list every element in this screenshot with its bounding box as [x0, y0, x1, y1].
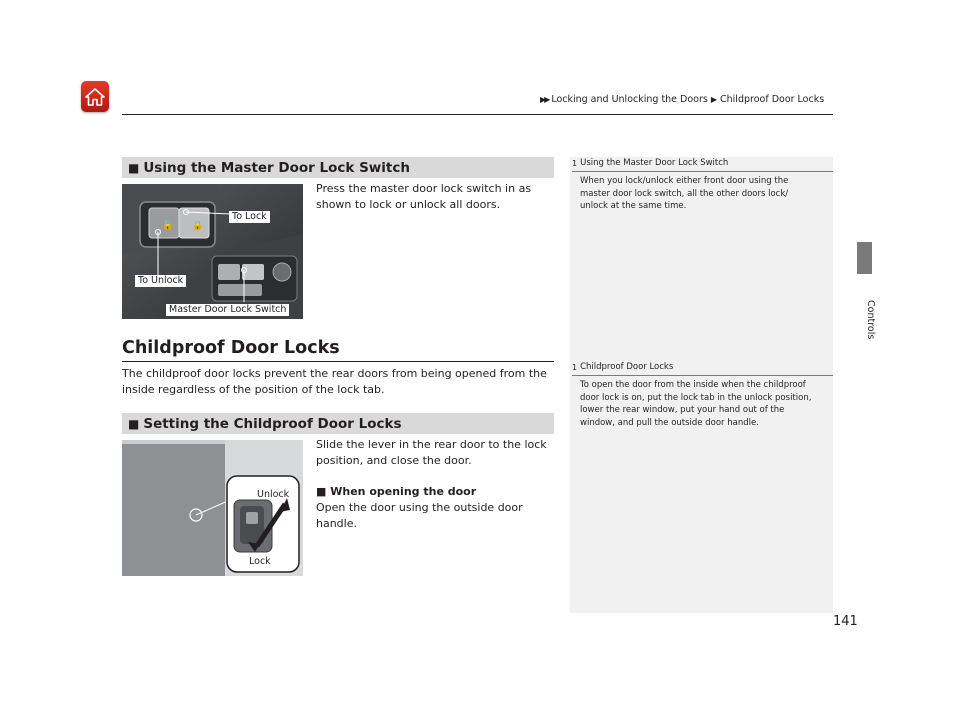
reference-marker-icon: 1: [572, 158, 578, 168]
note-title-childproof[interactable]: [572, 362, 673, 372]
childproof-illustration: [122, 440, 303, 576]
breadcrumb-item[interactable]: Childproof Door Locks: [720, 94, 825, 105]
door-edge-image: [122, 440, 303, 576]
note-divider: [572, 375, 833, 376]
chapter-tab[interactable]: [857, 242, 872, 274]
chapter-label: Controls: [865, 300, 876, 340]
page-heading: Childproof Door Locks: [122, 338, 340, 358]
breadcrumb-arrow-icon: ▶▶: [540, 95, 549, 104]
section-bar-master-switch: [122, 157, 554, 178]
childproof-intro: The childproof door locks prevent the rear doors from being opened from the inside regardless of the position of the lock tab.: [122, 367, 547, 396]
section-title: Using the Master Door Lock Switch: [143, 159, 410, 176]
note-body-childproof: To open the door from the inside when the childproof door lock is on, put the lock tab in the unlock position, lower the rear window, put your hand out of the window, and pull the outside door handle.: [580, 380, 812, 428]
note-divider: [572, 171, 833, 172]
section-square-icon: ■: [128, 160, 140, 175]
section-square-icon: ■: [316, 485, 327, 498]
door-panel-image: [122, 184, 303, 319]
callout-master-switch: Master Door Lock Switch: [166, 304, 289, 316]
callout-lock: Lock: [249, 556, 271, 567]
callout-to-lock: To Lock: [229, 211, 270, 223]
home-icon: [85, 88, 105, 106]
page-number: 141: [833, 614, 858, 629]
header-divider: [122, 114, 833, 115]
heading-divider: [122, 361, 554, 362]
master-switch-body: Press the master door lock switch in as shown to lock or unlock all doors.: [316, 182, 532, 211]
section-title: Setting the Childproof Door Locks: [143, 415, 402, 432]
home-button[interactable]: [81, 81, 109, 112]
childproof-subbody: Open the door using the outside door handle.: [316, 501, 523, 530]
note-body-master-switch: When you lock/unlock either front door using the master door lock switch, all the other doors lock/ unlock at the same time.: [580, 176, 789, 211]
reference-marker-icon: 1: [572, 362, 578, 372]
master-switch-illustration: [122, 184, 303, 319]
subhead-opening-door: [316, 485, 476, 498]
note-title-text: Using the Master Door Lock Switch: [580, 158, 729, 168]
section-square-icon: ■: [128, 416, 140, 431]
note-title-text: Childproof Door Locks: [580, 362, 674, 372]
subhead-text: When opening the door: [330, 485, 477, 498]
childproof-body: Slide the lever in the rear door to the lock position, and close the door.: [316, 438, 547, 467]
callout-to-unlock: To Unlock: [135, 275, 186, 287]
section-bar-childproof: [122, 413, 554, 434]
breadcrumb-item[interactable]: Locking and Unlocking the Doors: [551, 94, 708, 105]
note-title-master-switch[interactable]: [572, 158, 728, 168]
svg-text:🔒: 🔒: [192, 221, 204, 231]
callout-unlock: Unlock: [257, 489, 290, 500]
svg-text:🔓: 🔓: [162, 221, 174, 231]
breadcrumb: [540, 94, 824, 105]
breadcrumb-arrow-icon: ▶: [710, 95, 718, 104]
